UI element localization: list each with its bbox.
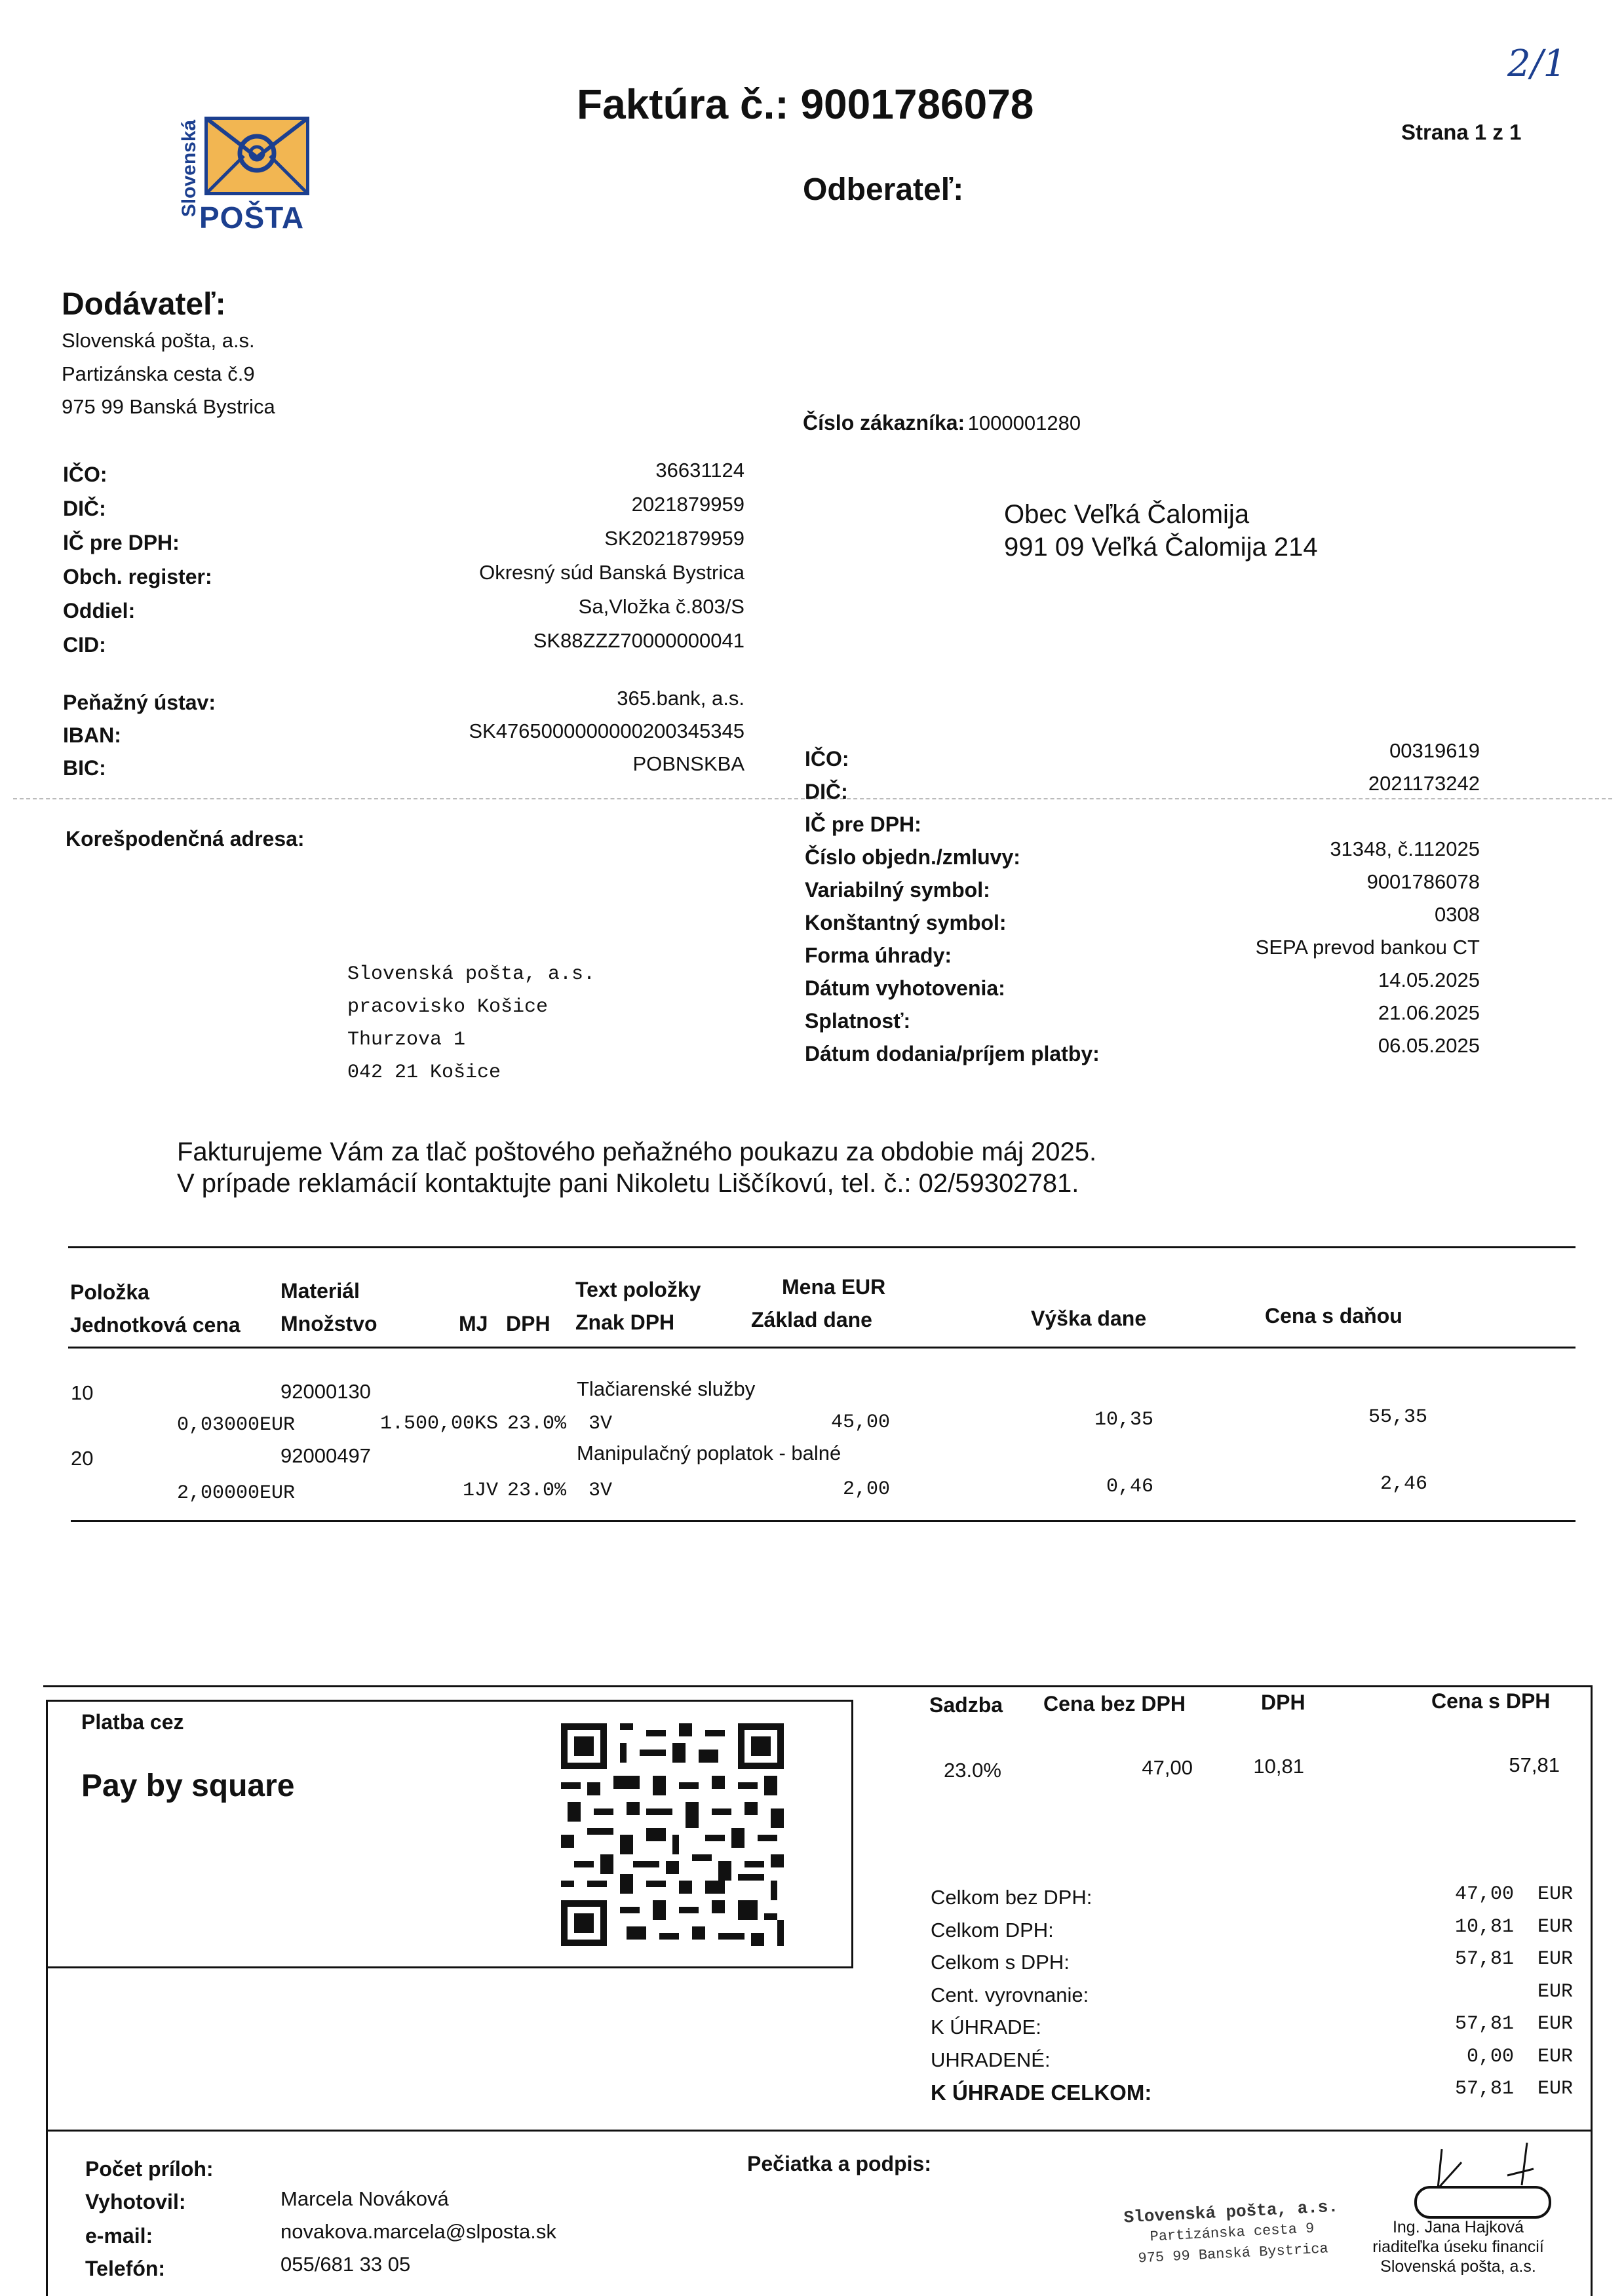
signature-icon	[1409, 2136, 1560, 2221]
supplier-field	[63, 493, 744, 527]
payment-box-right	[1591, 1685, 1593, 2296]
field-label: DIČ:	[805, 780, 848, 803]
totals-label: Cent. vyrovnanie:	[931, 1983, 1089, 2006]
bank-field	[63, 687, 744, 719]
row-item: 10	[71, 1381, 94, 1404]
field-label: Dátum dodania/príjem platby:	[805, 1042, 1100, 1065]
field-value: Okresný súd Banská Bystrica	[479, 561, 744, 584]
phone-value: 055/681 33 05	[280, 2253, 411, 2276]
page-indicator: Strana 1 z 1	[1401, 120, 1522, 144]
issued-label: Vyhotovil:	[85, 2190, 186, 2213]
row-tax: 0,46	[1106, 1476, 1153, 1498]
customer-field	[805, 903, 1480, 936]
field-value: 365.bank, a.s.	[617, 687, 744, 710]
totals-value: 57,81	[1454, 2078, 1514, 2100]
qr-code-icon	[561, 1723, 784, 1946]
supplier-field	[63, 629, 744, 663]
totals-row	[931, 1883, 1573, 1916]
logo-vertical-text: Slovenská	[178, 119, 200, 218]
signer-role: riaditeľka úseku financií	[1372, 2238, 1544, 2256]
row-qty-unit: 1JV	[462, 1480, 498, 1502]
email-label: e-mail:	[85, 2224, 153, 2248]
field-value: 06.05.2025	[1378, 1034, 1480, 1057]
logo	[172, 111, 316, 242]
col-mnozstvo: Množstvo	[280, 1312, 377, 1335]
signer-company: Slovenská pošta, a.s.	[1380, 2257, 1536, 2276]
handwritten-note: 2/1	[1507, 43, 1567, 85]
totals-currency: EUR	[1537, 1915, 1573, 1938]
stamp-line: Slovenská pošta, a.s.	[1123, 2196, 1339, 2228]
intro-line-1: Fakturujeme Vám za tlač poštového peňažného poukazu za obdobie máj 2025.	[177, 1138, 1097, 1166]
field-value: 36631124	[655, 459, 744, 482]
col-jednotkova-cena: Jednotková cena	[70, 1313, 241, 1337]
row-item: 20	[71, 1447, 94, 1470]
phone-label: Telefón:	[85, 2257, 166, 2280]
stamp-label: Pečiatka a podpis:	[747, 2152, 931, 2175]
field-label: Forma úhrady:	[805, 944, 952, 967]
field-label: IBAN:	[63, 723, 121, 747]
correspondence-label: Korešpodenčná adresa:	[66, 827, 305, 851]
bank-field	[63, 752, 744, 785]
vat-header-vat: DPH	[1261, 1691, 1305, 1714]
field-label: IČ pre DPH:	[805, 813, 921, 836]
col-text-polozky: Text položky	[575, 1278, 701, 1301]
vat-header-rate: Sadzba	[929, 1693, 1003, 1717]
customer-field	[805, 870, 1480, 903]
supplier-bank	[63, 687, 744, 785]
field-label: Variabilný symbol:	[805, 878, 990, 902]
correspondence-line: Thurzova 1	[347, 1029, 466, 1051]
col-material: Materiál	[280, 1279, 360, 1303]
issued-value: Marcela Nováková	[280, 2187, 449, 2210]
totals-currency: EUR	[1537, 2078, 1573, 2100]
totals-value: 57,81	[1454, 2013, 1514, 2035]
totals-row	[931, 2013, 1573, 2046]
totals-row-grand	[931, 2078, 1573, 2111]
attachments-label: Počet príloh:	[85, 2157, 214, 2181]
payment-title: Pay by square	[81, 1769, 295, 1803]
table-bottom-rule	[71, 1520, 1576, 1522]
field-label: IČO:	[805, 747, 849, 771]
signer-block	[1350, 2217, 1566, 2276]
field-value: 9001786078	[1366, 870, 1480, 893]
customer-field	[805, 805, 1480, 837]
company-stamp	[1113, 2196, 1352, 2271]
totals-row	[931, 1916, 1573, 1949]
totals-currency: EUR	[1537, 1948, 1573, 1970]
field-value: Sa,Vložka č.803/S	[578, 595, 744, 618]
field-label: IČ pre DPH:	[63, 531, 180, 554]
col-znak-dph: Znak DPH	[575, 1311, 675, 1334]
vat-header-base: Cena bez DPH	[1043, 1692, 1186, 1715]
customer-address: 991 09 Veľká Čalomija 214	[1004, 533, 1318, 562]
vat-rate: 23.0%	[944, 1759, 1001, 1782]
vat-vat: 10,81	[1253, 1755, 1304, 1778]
totals-value: 0,00	[1466, 2045, 1514, 2068]
supplier-fields	[63, 459, 744, 663]
supplier-field	[63, 527, 744, 561]
correspondence-line: 042 21 Košice	[347, 1062, 501, 1084]
field-value: SK88ZZZ70000000041	[533, 629, 744, 652]
row-base: 45,00	[830, 1411, 890, 1434]
customer-field	[805, 968, 1480, 1001]
totals-row	[931, 1948, 1573, 1981]
totals-label: UHRADENÉ:	[931, 2048, 1051, 2071]
field-label: BIC:	[63, 756, 106, 780]
logo-text: POŠTA	[199, 201, 305, 235]
row-qty-unit: 1.500,00KS	[379, 1413, 498, 1435]
payment-label: Platba cez	[81, 1710, 184, 1734]
field-label: IČO:	[63, 463, 107, 486]
col-dph: DPH	[506, 1312, 551, 1335]
row-total: 2,46	[1380, 1473, 1427, 1495]
totals-list	[931, 1883, 1573, 2111]
signer-name: Ing. Jana Hajková	[1392, 2218, 1524, 2236]
payment-box-top	[43, 1685, 1593, 1687]
col-polozka: Položka	[70, 1280, 149, 1304]
totals-label: Celkom DPH:	[931, 1918, 1054, 1942]
posthorn-logo-icon	[204, 117, 309, 195]
field-label: Splatnosť:	[805, 1009, 911, 1033]
totals-label: Celkom s DPH:	[931, 1951, 1070, 1974]
table-header-rule	[68, 1347, 1576, 1349]
field-value: 14.05.2025	[1378, 968, 1480, 991]
totals-value: 57,81	[1454, 1948, 1514, 1970]
customer-field	[805, 1034, 1480, 1067]
customer-field	[805, 837, 1480, 870]
row-unit-price: 0,03000EUR	[177, 1414, 296, 1436]
row-material: 92000497	[280, 1444, 371, 1467]
supplier-street: Partizánska cesta č.9	[62, 362, 255, 385]
totals-row	[931, 2046, 1573, 2078]
totals-currency: EUR	[1537, 2013, 1573, 2035]
supplier-field	[63, 595, 744, 629]
totals-currency: EUR	[1537, 1883, 1573, 1905]
field-label: Obch. register:	[63, 565, 212, 588]
intro-line-2: V prípade reklamácií kontaktujte pani Nikoletu Liščíkovú, tel. č.: 02/59302781.	[177, 1169, 1079, 1198]
field-value: POBNSKBA	[632, 752, 744, 775]
vat-header-total: Cena s DPH	[1431, 1689, 1551, 1713]
field-value: 0308	[1435, 903, 1480, 926]
col-cena-s-danou: Cena s daňou	[1265, 1304, 1402, 1328]
row-vat: 23.0%	[507, 1413, 567, 1435]
correspondence-line: Slovenská pošta, a.s.	[347, 963, 596, 985]
correspondence-line: pracovisko Košice	[347, 996, 549, 1018]
field-value: 2021173242	[1368, 772, 1480, 795]
field-label: DIČ:	[63, 497, 106, 520]
email-value: novakova.marcela@slposta.sk	[280, 2220, 556, 2243]
row-text: Manipulačný poplatok - balné	[577, 1442, 841, 1464]
field-value: SEPA prevod bankou CT	[1255, 936, 1480, 959]
field-value: 21.06.2025	[1378, 1001, 1480, 1024]
row-material: 92000130	[280, 1380, 371, 1403]
totals-label: Celkom bez DPH:	[931, 1886, 1092, 1909]
totals-label: K ÚHRADE CELKOM:	[931, 2080, 1152, 2105]
totals-value: 47,00	[1454, 1883, 1514, 1905]
field-value: SK2021879959	[604, 527, 744, 550]
customer-field	[805, 1001, 1480, 1034]
invoice-title: Faktúra č.: 9001786078	[577, 81, 1034, 128]
customer-number-label: Číslo zákazníka:	[803, 411, 965, 434]
col-vyska-dane: Výška dane	[1031, 1307, 1147, 1330]
field-value: 31348, č.112025	[1330, 837, 1480, 860]
row-vat-code: 3V	[589, 1413, 613, 1435]
vat-base: 47,00	[1142, 1756, 1193, 1779]
totals-row	[931, 1981, 1573, 2014]
customer-field	[805, 936, 1480, 968]
customer-field	[805, 739, 1480, 772]
bank-field	[63, 719, 744, 752]
stamp-line: 975 99 Banská Bystrica	[1137, 2240, 1329, 2267]
col-mena: Mena EUR	[782, 1275, 886, 1299]
field-label: Číslo objedn./zmluvy:	[805, 845, 1020, 869]
vat-total: 57,81	[1509, 1753, 1560, 1776]
recipient-heading: Odberateľ:	[803, 172, 964, 207]
field-label: Oddiel:	[63, 599, 136, 622]
supplier-field	[63, 561, 744, 595]
row-text: Tlačiarenské služby	[577, 1377, 756, 1400]
field-value: 2021879959	[631, 493, 744, 516]
totals-value: 10,81	[1454, 1915, 1514, 1938]
customer-field	[805, 772, 1480, 805]
table-top-rule	[68, 1246, 1576, 1248]
correspondence-address	[347, 958, 595, 1089]
row-total: 55,35	[1368, 1406, 1427, 1428]
customer-fields	[805, 739, 1480, 1067]
footer-rule	[46, 2130, 1593, 2132]
customer-number	[803, 411, 1081, 435]
field-label: Konštantný symbol:	[805, 911, 1007, 934]
row-vat-code: 3V	[589, 1480, 613, 1502]
col-mj: MJ	[459, 1312, 488, 1335]
customer-name: Obec Veľká Čalomija	[1004, 500, 1250, 529]
field-label: CID:	[63, 633, 106, 657]
field-value: 00319619	[1389, 739, 1480, 762]
row-unit-price: 2,00000EUR	[177, 1482, 296, 1504]
row-base: 2,00	[842, 1478, 890, 1501]
customer-number-value: 1000001280	[967, 411, 1081, 434]
supplier-city: 975 99 Banská Bystrica	[62, 395, 275, 418]
col-zaklad-dane: Základ dane	[751, 1308, 872, 1331]
field-label: Dátum vyhotovenia:	[805, 976, 1005, 1000]
totals-label: K ÚHRADE:	[931, 2016, 1041, 2038]
row-tax: 10,35	[1094, 1409, 1153, 1431]
field-label: Peňažný ústav:	[63, 691, 216, 714]
totals-currency: EUR	[1537, 1980, 1573, 2003]
stamp-line: Partizánska cesta 9	[1150, 2220, 1315, 2246]
supplier-heading: Dodávateľ:	[62, 287, 226, 322]
supplier-name: Slovenská pošta, a.s.	[62, 329, 255, 352]
field-value: SK4765000000000200345345	[469, 719, 744, 742]
row-vat: 23.0%	[507, 1480, 567, 1502]
totals-currency: EUR	[1537, 2045, 1573, 2068]
supplier-field	[63, 459, 744, 493]
